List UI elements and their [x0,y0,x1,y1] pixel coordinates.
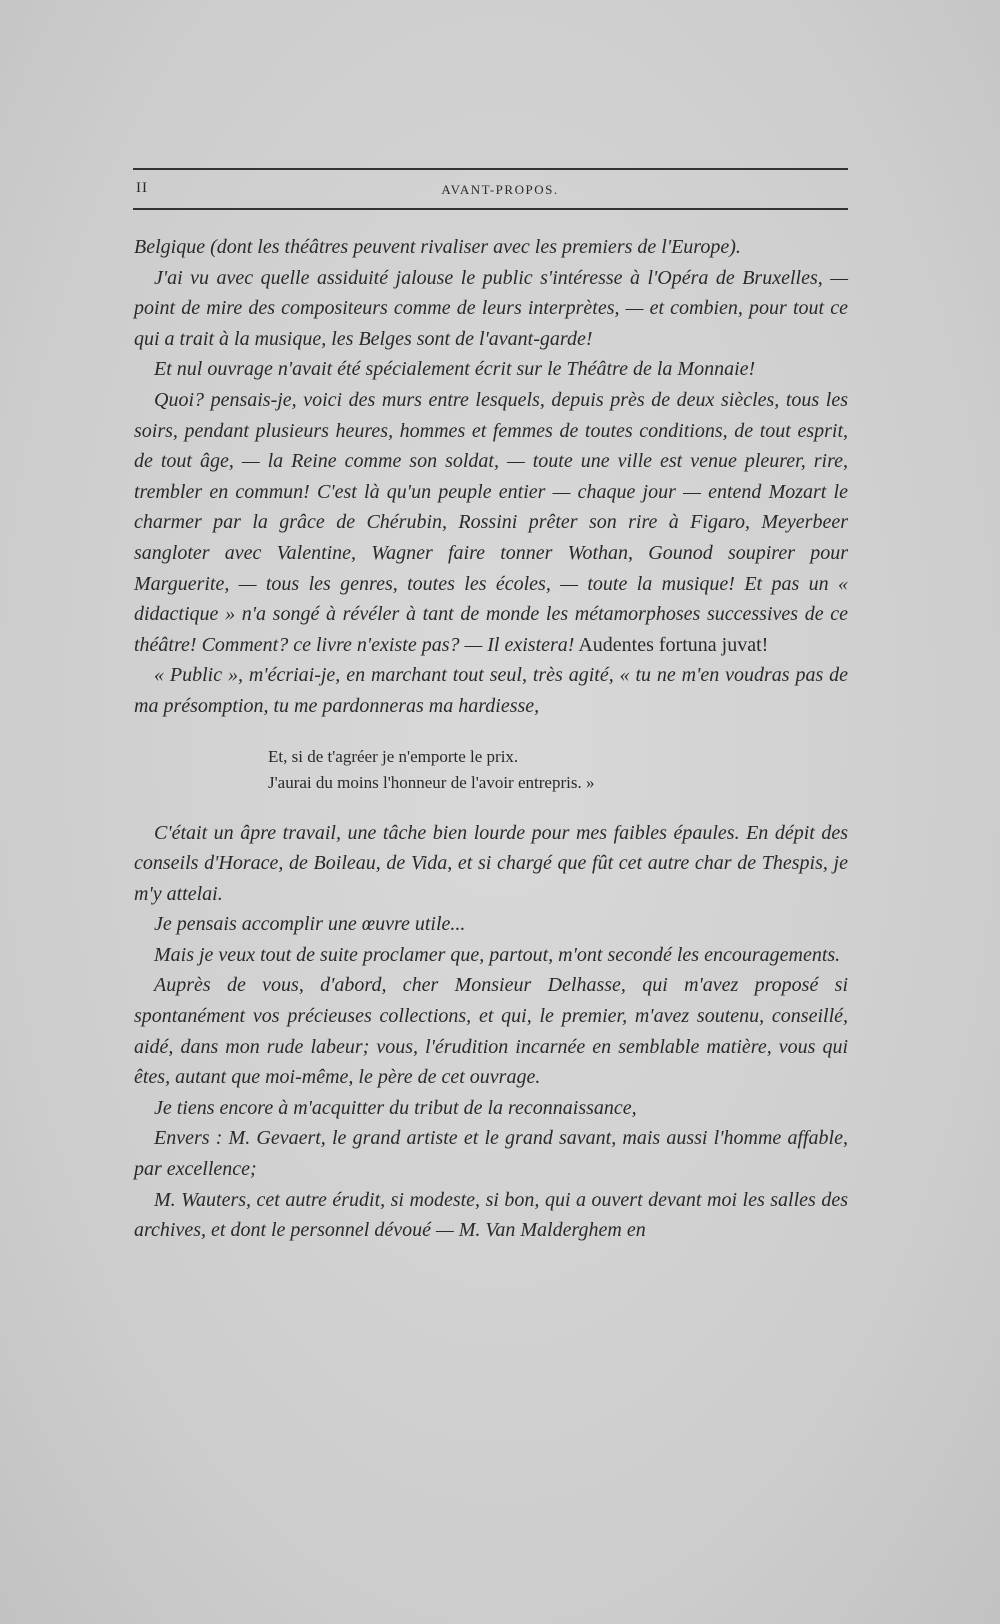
header-top-rule [133,168,848,170]
header-bottom-rule [133,208,848,210]
verse-quotation [268,744,848,796]
paragraph: Envers : M. Gevaert, le grand artiste et le grand savant, mais aussi l'homme affable, par excellence; [134,1127,848,1181]
paragraph: M. Wauters, cet autre érudit, si modeste, si bon, qui a ouvert devant moi les salles des archives, et dont le personnel dévoué — M. Van Malderghem en [134,1188,848,1242]
paragraph: « Public », m'écriai-je, en marchant tout seul, très agité, « tu ne m'en voudras pas de ma présomption, tu me pardonneras ma hardiesse, [134,664,848,717]
paragraph: Je pensais accomplir une œuvre utile... [154,913,466,936]
latin-motto: Audentes fortuna juvat! [574,633,769,656]
verse-line: Et, si de t'agréer je n'emporte le prix. [268,746,519,766]
paragraph: Mais je veux tout de suite proclamer que, partout, m'ont secondé les encouragements. [154,943,841,966]
page-number: II [136,180,148,196]
paragraph: Auprès de vous, d'abord, cher Monsieur Delhasse, qui m'avez proposé si spontanément vos précieuses collections, et qui, le premier, m'avez soutenu, conseillé, aidé, dans mon rude labeur; vous, l'érudition incarnée en semblable matière, vous qui êtes, autant que moi-même, le père de cet ouvrage. [134,974,848,1089]
page-body [134,232,848,1246]
running-title: AVANT-PROPOS. [441,182,559,197]
paragraph: Je tiens encore à m'acquitter du tribut de la reconnaissance, [154,1096,637,1119]
paragraph-italic-text: Quoi? pensais-je, voici des murs entre lesquels, depuis près de deux siècles, tous les soirs, pendant plusieurs heures, hommes et femmes de toutes conditions, de tout esprit, de tout âge, — la Reine comme son soldat, — toute une ville est venue pleurer, rire, trembler en commun! C'est là qu'un peuple entier — chaque jour — entend Mozart le charmer par la grâce de Chérubin, Rossini prêter son rire à Figaro, Meyerbeer sangloter avec Valentine, Wagner faire tonner Wothan, Gounod soupirer pour Marguerite, — tous les genres, toutes les écoles, — toute la musique! Et pas un « didactique » n'a songé à révéler à tant de monde les métamorphoses successives de ce théâtre! Comment? ce livre n'existe pas? — Il existera! [134,388,848,656]
paragraph: Et nul ouvrage n'avait été spécialement écrit sur le Théâtre de la Monnaie! [154,358,756,381]
paragraph: J'ai vu avec quelle assiduité jalouse le public s'intéresse à l'Opéra de Bruxelles, — point de mire des compositeurs comme de leurs interprètes, — et combien, pour tout ce qui a trait à la musique, les Belges sont de l'avant-garde! [134,266,848,350]
paragraph: C'était un âpre travail, une tâche bien lourde pour mes faibles épaules. En dépit des conseils d'Horace, de Boileau, de Vida, et si chargé que fût cet autre char de Thespis, je m'y attelai. [134,821,848,905]
verse-line: J'aurai du moins l'honneur de l'avoir entrepris. » [268,772,595,792]
paragraph [134,385,848,660]
paragraph: Belgique (dont les théâtres peuvent rivaliser avec les premiers de l'Europe). [134,236,741,258]
